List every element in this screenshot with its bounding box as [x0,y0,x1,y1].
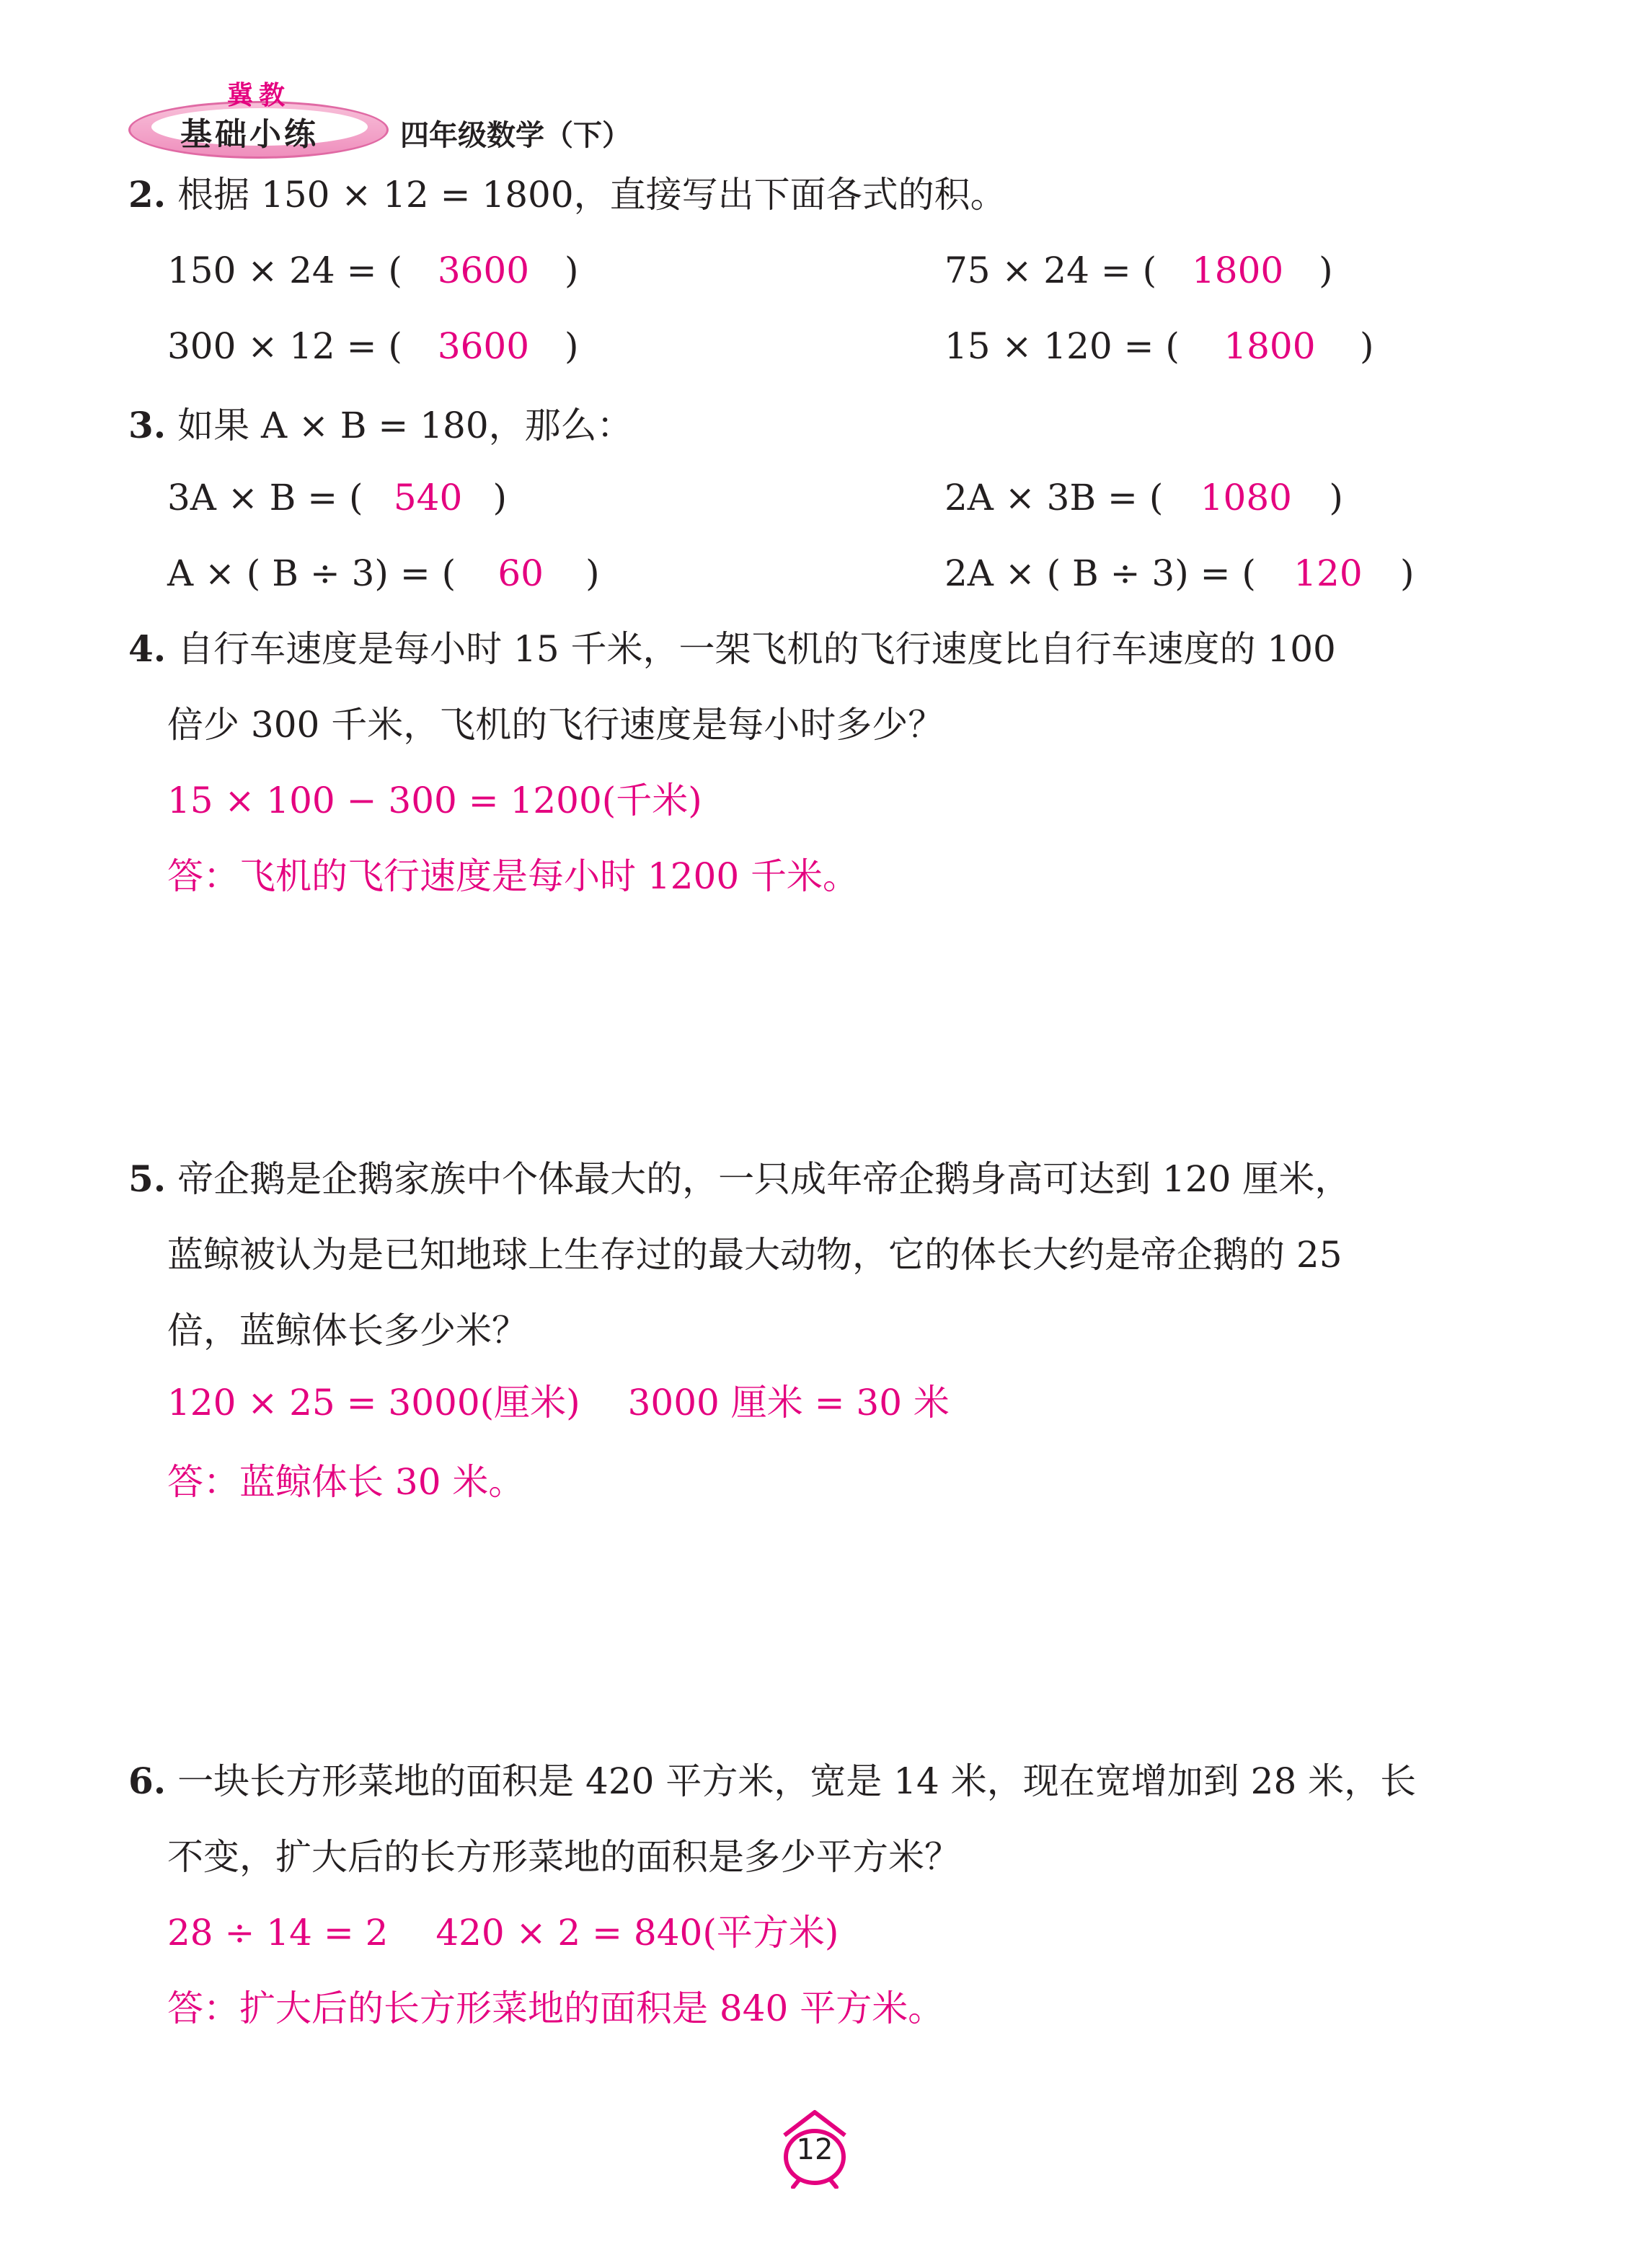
page-number: 12 [796,2133,833,2166]
q3-item-2 [944,476,1343,519]
header-series: 基础小练 [180,116,319,153]
solution-equation: 15 × 100 − 300 = 1200(千米) [167,780,702,821]
question-text-line2: 倍少 300 千米，飞机的飞行速度是每小时多少？ [167,704,944,746]
q2-item-1 [167,249,578,292]
q2-item-4 [944,325,1373,368]
question-text-line1: 一块长方形菜地的面积是 420 平方米，宽是 14 米，现在宽增加到 28 米，长 [177,1760,1417,1802]
answer-value: 1800 [1224,325,1316,367]
expression: 2A × ( B ÷ 3) = ( [944,552,1256,594]
solution-equation: 120 × 25 = 3000(厘米) 3000 厘米 = 30 米 [167,1382,950,1424]
question-number: 2. [128,173,167,216]
paren-close: ) [564,250,579,291]
answer-value: 3600 [437,325,530,367]
question-text-line3: 倍，蓝鲸体长多少米？ [167,1310,528,1351]
paren-close: ) [564,325,579,367]
paren-close: ) [1399,552,1415,594]
answer-statement: 答：蓝鲸体长 30 米。 [167,1461,525,1503]
answer-statement: 答：扩大后的长方形菜地的面积是 840 平方米。 [167,1987,944,2029]
q3-item-4 [944,552,1414,595]
question-number: 4. [128,627,167,670]
q2-item-3 [167,325,578,368]
expression: 75 × 24 = ( [944,250,1157,291]
answer-value: 3600 [437,250,530,291]
question-text-line2: 不变，扩大后的长方形菜地的面积是多少平方米？ [167,1836,960,1878]
expression: 15 × 120 = ( [944,325,1180,367]
question-text-line1: 帝企鹅是企鹅家族中个体最大的，一只成年帝企鹅身高可达到 120 厘米， [177,1158,1351,1200]
header-grade: 四年级数学（下） [400,119,631,152]
expression: 150 × 24 = ( [167,250,402,291]
answer-value: 60 [497,552,544,594]
expression: 300 × 12 = ( [167,325,402,367]
question-number: 5. [128,1157,167,1200]
question-prompt: 根据 150 × 12 = 1800，直接写出下面各式的积。 [177,174,1007,216]
paren-close: ) [1319,250,1333,291]
answer-value: 540 [393,477,463,519]
question-number: 3. [128,404,167,446]
answer-value: 120 [1293,552,1363,594]
q3-item-3 [167,552,600,595]
header-publisher: 冀教 [227,81,291,110]
q2-item-2 [944,249,1333,292]
expression: A × ( B ÷ 3) = ( [167,552,456,594]
paren-close: ) [585,552,600,594]
expression: 3A × B = ( [167,477,363,519]
paren-close: ) [1329,477,1343,519]
question-text-line2: 蓝鲸被认为是已知地球上生存过的最大动物，它的体长大约是帝企鹅的 25 [167,1234,1342,1276]
question-number: 6. [128,1760,167,1802]
paren-close: ) [492,477,508,519]
answer-value: 1800 [1192,250,1284,291]
solution-equation: 28 ÷ 14 = 2 420 × 2 = 840(平方米) [167,1912,839,1954]
expression: 2A × 3B = ( [944,477,1164,519]
answer-value: 1080 [1200,477,1292,519]
paren-close: ) [1359,325,1374,367]
question-text-line1: 自行车速度是每小时 15 千米，一架飞机的飞行速度比自行车速度的 100 [177,628,1336,670]
q3-item-1 [167,476,507,519]
answer-statement: 答：飞机的飞行速度是每小时 1200 千米。 [167,855,859,897]
question-prompt: 如果 A × B = 180，那么： [177,405,633,446]
